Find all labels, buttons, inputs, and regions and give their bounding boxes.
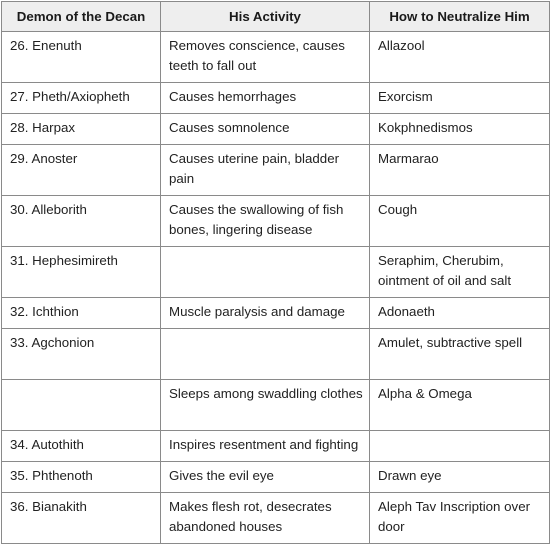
table-row — [2, 196, 550, 247]
demon-name-cell: 35. Phthenoth — [2, 462, 161, 493]
table-row — [2, 380, 550, 431]
activity-cell: Causes somnolence — [161, 114, 370, 145]
decan-demons-table — [1, 1, 550, 544]
demon-name-cell: 27. Pheth/Axiopheth — [2, 83, 161, 114]
remedy-cell: Adonaeth — [370, 298, 550, 329]
decan-table-container — [1, 1, 549, 544]
demon-name-cell: 26. Enenuth — [2, 32, 161, 83]
activity-cell: Inspires resentment and fighting — [161, 431, 370, 462]
remedy-cell: Drawn eye — [370, 462, 550, 493]
table-row — [2, 329, 550, 380]
header-demon: Demon of the Decan — [2, 2, 161, 32]
activity-cell: Muscle paralysis and damage — [161, 298, 370, 329]
activity-cell: Gives the evil eye — [161, 462, 370, 493]
table-row — [2, 462, 550, 493]
demon-name-cell: 31. Hephesimireth — [2, 247, 161, 298]
table-row — [2, 431, 550, 462]
demon-name-cell — [2, 380, 161, 431]
remedy-cell: Allazool — [370, 32, 550, 83]
table-row — [2, 247, 550, 298]
demon-name-cell: 30. Alleborith — [2, 196, 161, 247]
activity-cell: Causes the swallowing of fish bones, lingering disease — [161, 196, 370, 247]
activity-cell: Removes conscience, causes teeth to fall out — [161, 32, 370, 83]
table-row — [2, 32, 550, 83]
remedy-cell: Amulet, subtractive spell — [370, 329, 550, 380]
demon-name-cell: 29. Anoster — [2, 145, 161, 196]
remedy-cell: Exorcism — [370, 83, 550, 114]
activity-cell: Causes hemorrhages — [161, 83, 370, 114]
demon-name-cell: 32. Ichthion — [2, 298, 161, 329]
demon-name-cell: 34. Autothith — [2, 431, 161, 462]
remedy-cell: Cough — [370, 196, 550, 247]
demon-name-cell: 33. Agchonion — [2, 329, 161, 380]
demon-name-cell: 36. Bianakith — [2, 493, 161, 544]
table-row — [2, 493, 550, 544]
header-activity: His Activity — [161, 2, 370, 32]
table-row — [2, 145, 550, 196]
demon-name-cell: 28. Harpax — [2, 114, 161, 145]
header-remedy: How to Neutralize Him — [370, 2, 550, 32]
activity-cell — [161, 329, 370, 380]
table-header-row — [2, 2, 550, 32]
activity-cell — [161, 247, 370, 298]
activity-cell: Causes uterine pain, bladder pain — [161, 145, 370, 196]
activity-cell: Sleeps among swaddling clothes — [161, 380, 370, 431]
table-row — [2, 114, 550, 145]
table-row — [2, 83, 550, 114]
remedy-cell: Alpha & Omega — [370, 380, 550, 431]
remedy-cell: Seraphim, Cherubim, ointment of oil and salt — [370, 247, 550, 298]
table-row — [2, 298, 550, 329]
remedy-cell — [370, 431, 550, 462]
activity-cell: Makes flesh rot, desecrates abandoned houses — [161, 493, 370, 544]
remedy-cell: Kokphnedismos — [370, 114, 550, 145]
remedy-cell: Marmarao — [370, 145, 550, 196]
remedy-cell: Aleph Tav Inscription over door — [370, 493, 550, 544]
